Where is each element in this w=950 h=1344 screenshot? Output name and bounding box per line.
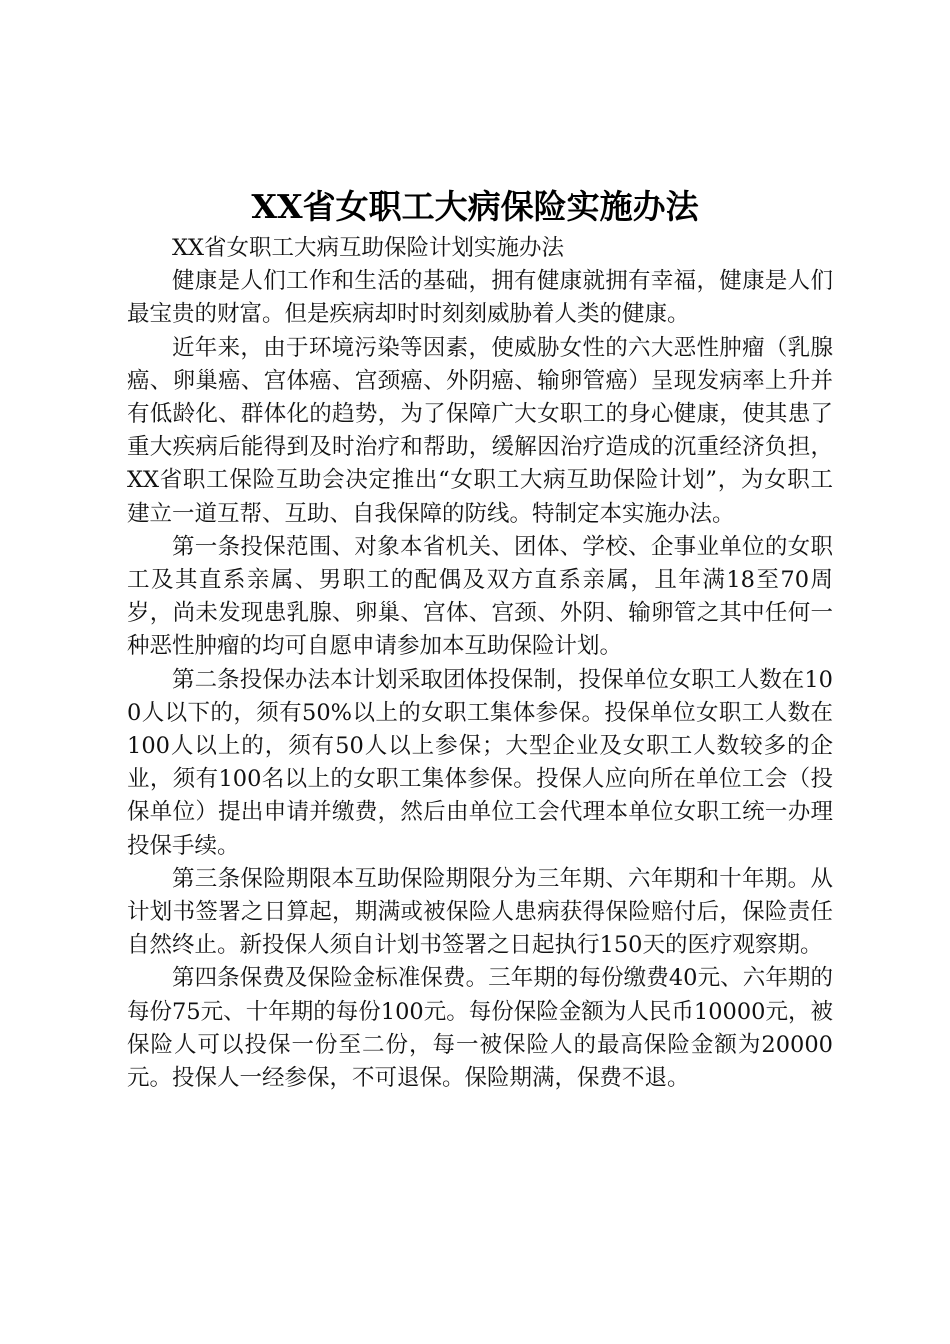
paragraph-intro: 健康是人们工作和生活的基础，拥有健康就拥有幸福，健康是人们最宝贵的财富。但是疾病却时时刻刻威胁着人类的健康。 — [127, 268, 833, 328]
paragraph-article-1: 第一条投保范围、对象本省机关、团体、学校、企事业单位的女职工及其直系亲属、男职工的配偶及双方直系亲属，且年满18至70周岁，尚未发现患乳腺、卵巢、宫体、宫颈、外阴、输卵管之其中任何一种恶性肿瘤的均可自愿申请参加本互助保险计划。 — [127, 533, 833, 660]
paragraph-article-4: 第四条保费及保险金标准保费。三年期的每份缴费40元、六年期的每份75元、十年期的每份100元。每份保险金额为人民币10000元，被保险人可以投保一份至二份，每一被保险人的最高保险金额为20000元。投保人一经参保，不可退保。保险期满，保费不退。 — [127, 965, 833, 1092]
document-title: XX省女职工大病保险实施办法 — [251, 187, 699, 226]
paragraph-background: 近年来，由于环境污染等因素，使威胁女性的六大恶性肿瘤（乳腺癌、卵巢癌、宫体癌、宫颈癌、外阴癌、输卵管癌）呈现发病率上升并有低龄化、群体化的趋势，为了保障广大女职工的身心健康，使其患了重大疾病后能得到及时治疗和帮助，缓解因治疗造成的沉重经济负担，XX省职工保险互助会决定推出“女职工大病互助保险计划”，为女职工建立一道互帮、互助、自我保障的防线。特制定本实施办法。 — [127, 334, 833, 527]
document-subtitle: XX省女职工大病互助保险计划实施办法 — [172, 235, 565, 261]
document-body — [127, 232, 833, 1095]
paragraph-article-2: 第二条投保办法本计划采取团体投保制，投保单位女职工人数在100人以下的，须有50%以上的女职工集体参保。投保单位女职工人数在100人以上的，须有50人以上参保；大型企业及女职工人数较多的企业，须有100名以上的女职工集体参保。投保人应向所在单位工会（投保单位）提出申请并缴费，然后由单位工会代理本单位女职工统一办理投保手续。 — [127, 666, 833, 859]
paragraph-article-3: 第三条保险期限本互助保险期限分为三年期、六年期和十年期。从计划书签署之日算起，期满或被保险人患病获得保险赔付后，保险责任自然终止。新投保人须自计划书签署之日起执行150天的医疗观察期。 — [127, 865, 833, 959]
